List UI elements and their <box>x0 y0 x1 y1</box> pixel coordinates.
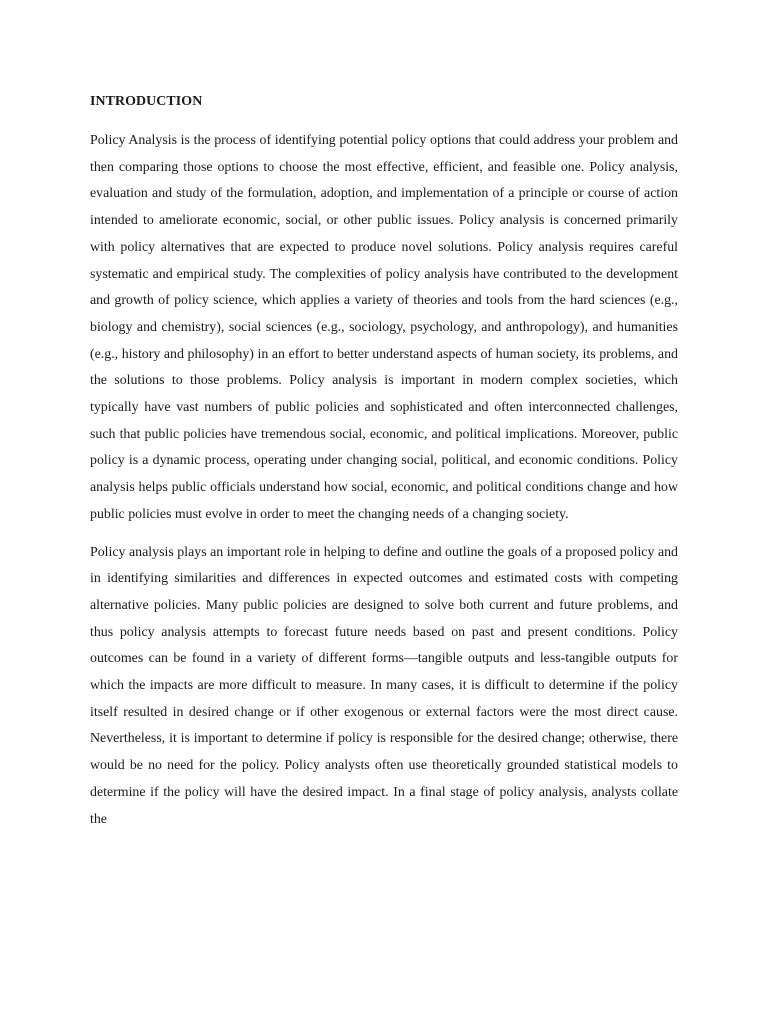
paragraph-2: Policy analysis plays an important role in helping to define and outline the goals of a proposed policy and in identifying similarities and differences in expected outcomes and estimated costs with competing alternative policies. Many public policies are designed to solve both current and future problems, and thus policy analysis attempts to forecast future needs based on past and present conditions. Policy outcomes can be found in a variety of different forms—tangible outputs and less-tangible outputs for which the impacts are more difficult to measure. In many cases, it is difficult to determine if the policy itself resulted in desired change or if other exogenous or external factors were the most direct cause. Nevertheless, it is important to determine if policy is responsible for the desired change; otherwise, there would be no need for the policy. Policy analysts often use theoretically grounded statistical models to determine if the policy will have the desired impact. In a final stage of policy analysis, analysts collate the <box>90 544 678 827</box>
document-body <box>90 92 678 844</box>
paragraph-1: Policy Analysis is the process of identifying potential policy options that could address your problem and then comparing those options to choose the most effective, efficient, and feasible one. Policy analysis, evaluation and study of the formulation, adoption, and implementation of a principle or course of action intended to ameliorate economic, social, or other public issues. Policy analysis is concerned primarily with policy alternatives that are expected to produce novel solutions. Policy analysis requires careful systematic and empirical study. The complexities of policy analysis have contributed to the development and growth of policy science, which applies a variety of theories and tools from the hard sciences (e.g., biology and chemistry), social sciences (e.g., sociology, psychology, and anthropology), and humanities (e.g., history and philosophy) in an effort to better understand aspects of human society, its problems, and the solutions to those problems. Policy analysis is important in modern complex societies, which typically have vast numbers of public policies and sophisticated and often interconnected challenges, such that public policies have tremendous social, economic, and political implications. Moreover, public policy is a dynamic process, operating under changing social, political, and economic conditions. Policy analysis helps public officials understand how social, economic, and political conditions change and how public policies must evolve in order to meet the changing needs of a changing society. <box>90 133 678 522</box>
section-heading: INTRODUCTION <box>90 94 203 109</box>
